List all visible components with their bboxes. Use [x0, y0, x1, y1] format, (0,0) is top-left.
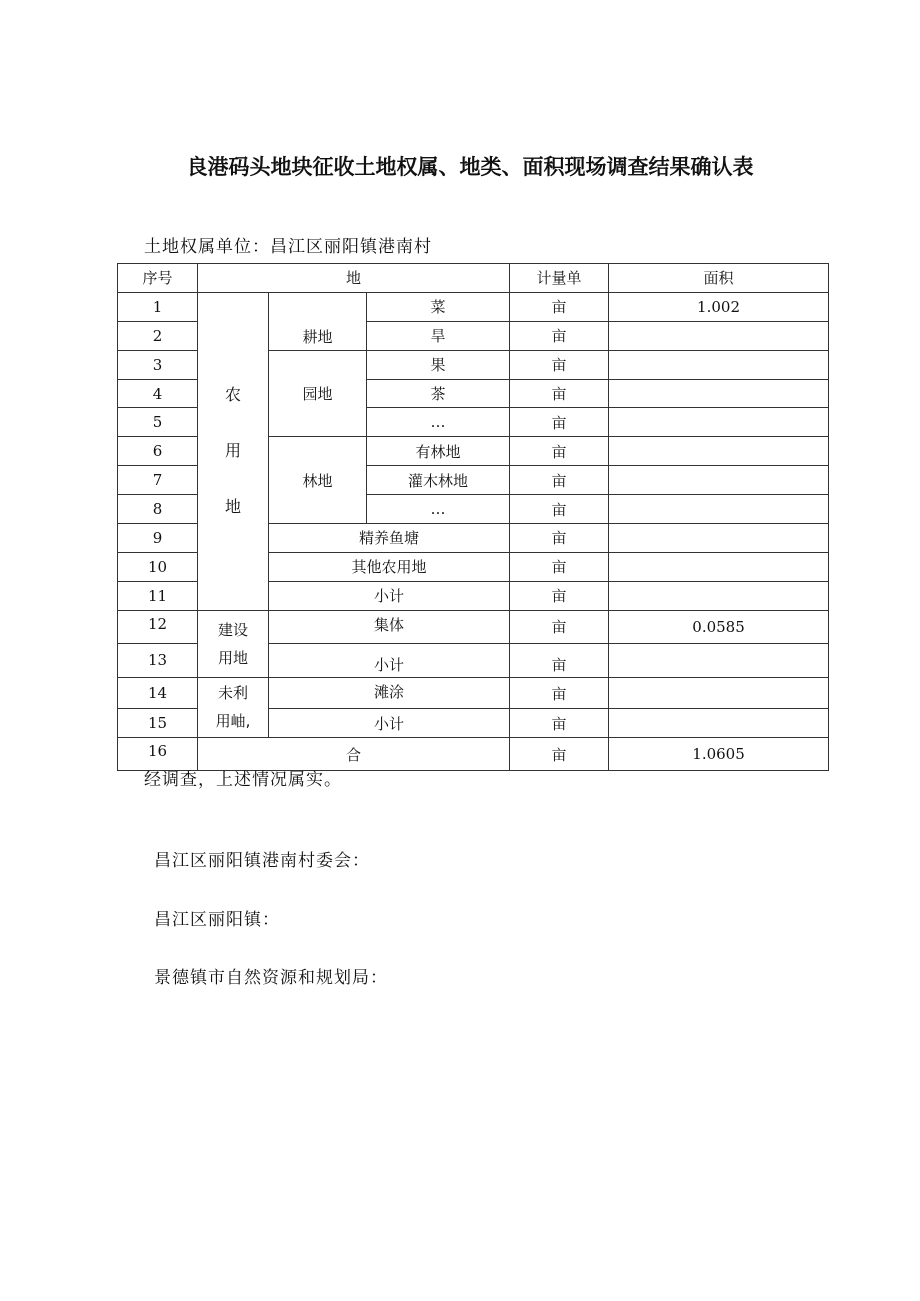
- category-char: 用: [224, 441, 241, 461]
- category-char: 地: [224, 497, 241, 517]
- category-line: 未利: [217, 684, 248, 703]
- table-row: [118, 292, 829, 321]
- land-item: 滩涂: [269, 677, 510, 709]
- area-cell: [609, 552, 829, 581]
- row-number: 10: [118, 552, 198, 581]
- land-item: 精养鱼塘: [269, 524, 510, 553]
- area-cell: [609, 466, 829, 495]
- area-cell: [609, 408, 829, 437]
- unit-cell: 亩: [510, 738, 609, 771]
- area-cell: [609, 350, 829, 379]
- area-cell: 1.002: [609, 292, 829, 321]
- unit-cell: 亩: [510, 610, 609, 643]
- table-header-row: [118, 264, 829, 293]
- area-cell: 0.0585: [609, 610, 829, 643]
- land-item: 茶: [367, 379, 510, 408]
- unit-cell: 亩: [510, 581, 609, 610]
- row-number: 4: [118, 379, 198, 408]
- land-item: 小计: [269, 709, 510, 738]
- area-cell: [609, 495, 829, 524]
- category-line: 用岫,: [215, 712, 251, 731]
- row-number: 15: [118, 709, 198, 738]
- subcategory-garden: 园地: [269, 350, 367, 437]
- unit-cell: 亩: [510, 677, 609, 709]
- survey-statement: 经调查，上述情况属实。: [144, 770, 342, 790]
- subcategory-forest: 林地: [269, 437, 367, 524]
- area-cell: [609, 437, 829, 466]
- area-cell: [609, 321, 829, 350]
- total-label: 合: [198, 738, 510, 771]
- row-number: 2: [118, 321, 198, 350]
- category-construction-land: [198, 610, 269, 677]
- row-number: 7: [118, 466, 198, 495]
- row-number: 3: [118, 350, 198, 379]
- category-unused-land: [198, 677, 269, 738]
- unit-cell: 亩: [510, 379, 609, 408]
- row-number: 14: [118, 677, 198, 709]
- unit-cell: 亩: [510, 524, 609, 553]
- row-number: 13: [118, 643, 198, 677]
- row-number: 5: [118, 408, 198, 437]
- land-survey-table: [117, 263, 829, 771]
- land-item: 小计: [269, 581, 510, 610]
- row-number: 8: [118, 495, 198, 524]
- category-line: 用地: [217, 648, 248, 667]
- header-land: 地: [198, 264, 510, 293]
- unit-cell: 亩: [510, 709, 609, 738]
- row-number: 1: [118, 292, 198, 321]
- area-cell: [609, 709, 829, 738]
- category-agricultural-land: [198, 292, 269, 610]
- land-item: 旱: [367, 321, 510, 350]
- table-row: [118, 610, 829, 643]
- signature-bureau: 景德镇市自然资源和规划局：: [154, 968, 388, 988]
- row-number: 12: [118, 610, 198, 643]
- unit-cell: 亩: [510, 466, 609, 495]
- row-number: 11: [118, 581, 198, 610]
- area-cell: [609, 677, 829, 709]
- land-owner-unit: 土地权属单位：昌江区丽阳镇港南村: [144, 237, 432, 257]
- category-line: 建设: [217, 620, 248, 639]
- unit-cell: 亩: [510, 495, 609, 524]
- row-number: 16: [118, 738, 198, 771]
- area-cell: [609, 643, 829, 677]
- unit-cell: 亩: [510, 350, 609, 379]
- area-cell: [609, 524, 829, 553]
- subcategory-farmland: 耕地: [269, 292, 367, 350]
- signature-town: 昌江区丽阳镇：: [154, 910, 280, 930]
- unit-cell: 亩: [510, 552, 609, 581]
- header-unit: 计量单: [510, 264, 609, 293]
- unit-cell: 亩: [510, 321, 609, 350]
- category-char: 农: [224, 385, 241, 405]
- unit-cell: 亩: [510, 292, 609, 321]
- land-item: 有林地: [367, 437, 510, 466]
- area-cell: 1.0605: [609, 738, 829, 771]
- row-number: 6: [118, 437, 198, 466]
- land-item: …: [367, 408, 510, 437]
- header-seq: 序号: [118, 264, 198, 293]
- area-cell: [609, 581, 829, 610]
- signature-village-committee: 昌江区丽阳镇港南村委会：: [154, 851, 370, 871]
- unit-cell: 亩: [510, 437, 609, 466]
- document-title: 良港码头地块征收土地权属、地类、面积现场调查结果确认表: [186, 155, 754, 179]
- unit-cell: 亩: [510, 643, 609, 677]
- land-item: 其他农用地: [269, 552, 510, 581]
- table-row: [118, 677, 829, 709]
- area-cell: [609, 379, 829, 408]
- header-area: 面积: [609, 264, 829, 293]
- land-item: 小计: [269, 643, 510, 677]
- land-item: …: [367, 495, 510, 524]
- land-item: 果: [367, 350, 510, 379]
- row-number: 9: [118, 524, 198, 553]
- unit-cell: 亩: [510, 408, 609, 437]
- land-item: 菜: [367, 292, 510, 321]
- land-item: 集体: [269, 610, 510, 643]
- land-item: 灌木林地: [367, 466, 510, 495]
